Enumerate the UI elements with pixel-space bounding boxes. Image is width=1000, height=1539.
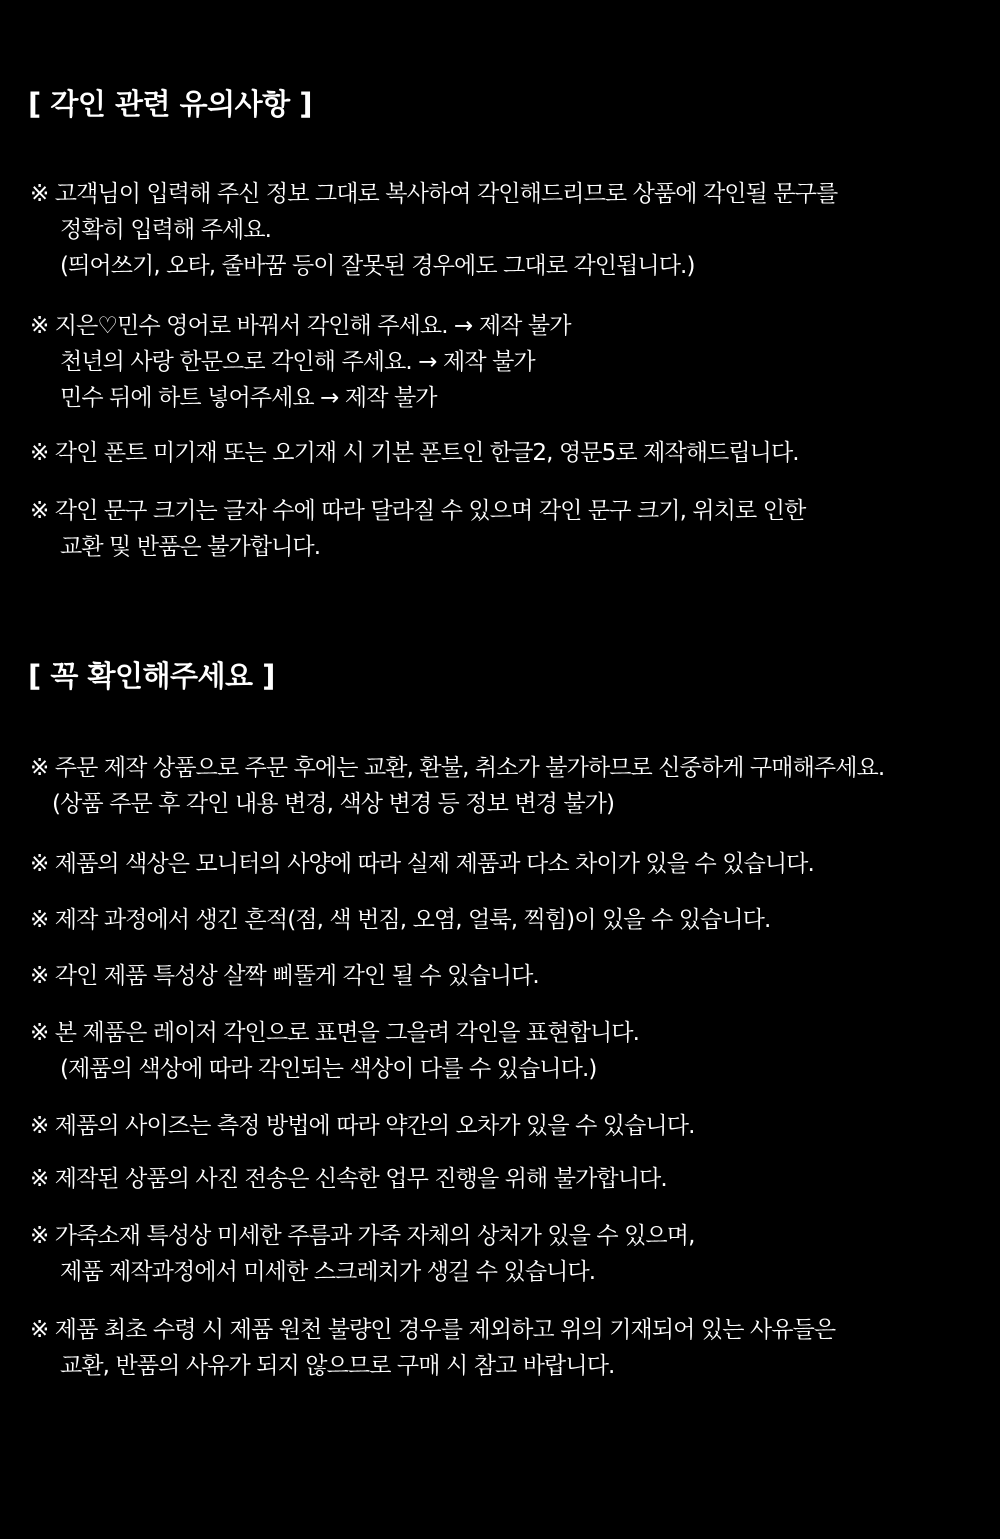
notice-text: 민수 뒤에 하트 넣어주세요 → 제작 불가 [60,385,437,411]
notice-text: ※ 가죽소재 특성상 미세한 주름과 가죽 자체의 상처가 있을 수 있으며, [30,1223,695,1249]
notice-item [30,902,770,938]
notice-text: ※ 각인 폰트 미기재 또는 오기재 시 기본 폰트인 한글2, 영문5로 제작해드립니다. [30,440,799,466]
notice-text: ※ 지은♡민수 영어로 바꿔서 각인해 주세요. → 제작 불가 [30,313,571,339]
notice-item [30,308,571,416]
notice-text: 제품 제작과정에서 미세한 스크레치가 생길 수 있습니다. [60,1259,596,1285]
notice-text: 교환, 반품의 사유가 되지 않으므로 구매 시 참고 바랍니다. [60,1353,615,1379]
notice-item [30,176,837,284]
notice-item [30,435,799,471]
notice-item [30,1312,835,1384]
notice-text: ※ 제품의 색상은 모니터의 사양에 따라 실제 제품과 다소 차이가 있을 수 있습니다. [30,851,814,877]
notice-text: ※ 각인 문구 크기는 글자 수에 따라 달라질 수 있으며 각인 문구 크기, 위치로 인한 [30,498,806,524]
notice-item [30,1108,694,1144]
notice-item [30,750,884,822]
notice-text: (상품 주문 후 각인 내용 변경, 색상 변경 등 정보 변경 불가) [52,791,615,817]
notice-text: ※ 제품 최초 수령 시 제품 원천 불량인 경우를 제외하고 위의 기재되어 있는 사유들은 [30,1317,836,1343]
notice-item [30,958,539,994]
must-check-title: [ 꼭 확인해주세요 ] [28,659,275,693]
notice-item [30,1015,639,1087]
notice-text: ※ 제품의 사이즈는 측정 방법에 따라 약간의 오차가 있을 수 있습니다. [30,1113,695,1139]
engraving-notice-title: [ 각인 관련 유의사항 ] [28,87,313,121]
notice-item [30,1218,694,1290]
notice-text: 천년의 사랑 한문으로 각인해 주세요. → 제작 불가 [60,349,535,375]
notice-item [30,1161,667,1197]
notice-text: ※ 주문 제작 상품으로 주문 후에는 교환, 환불, 취소가 불가하므로 신중하게 구매해주세요. [30,755,885,781]
notice-text: ※ 각인 제품 특성상 살짝 삐뚤게 각인 될 수 있습니다. [30,963,539,989]
notice-item [30,493,805,565]
notice-text: (띄어쓰기, 오타, 줄바꿈 등이 잘못된 경우에도 그대로 각인됩니다.) [60,253,695,279]
notice-text: 교환 및 반품은 불가합니다. [60,534,321,560]
notice-text: ※ 제작 과정에서 생긴 흔적(점, 색 번짐, 오염, 얼룩, 찍힘)이 있을 수 있습니다. [30,907,771,933]
notice-item [30,846,814,882]
notice-text: ※ 본 제품은 레이저 각인으로 표면을 그을려 각인을 표현합니다. [30,1020,640,1046]
notice-text: ※ 고객님이 입력해 주신 정보 그대로 복사하여 각인해드리므로 상품에 각인될 문구를 [30,181,838,207]
notice-text: 정확히 입력해 주세요. [60,217,272,243]
notice-text: ※ 제작된 상품의 사진 전송은 신속한 업무 진행을 위해 불가합니다. [30,1166,667,1192]
notice-text: (제품의 색상에 따라 각인되는 색상이 다를 수 있습니다.) [60,1056,597,1082]
